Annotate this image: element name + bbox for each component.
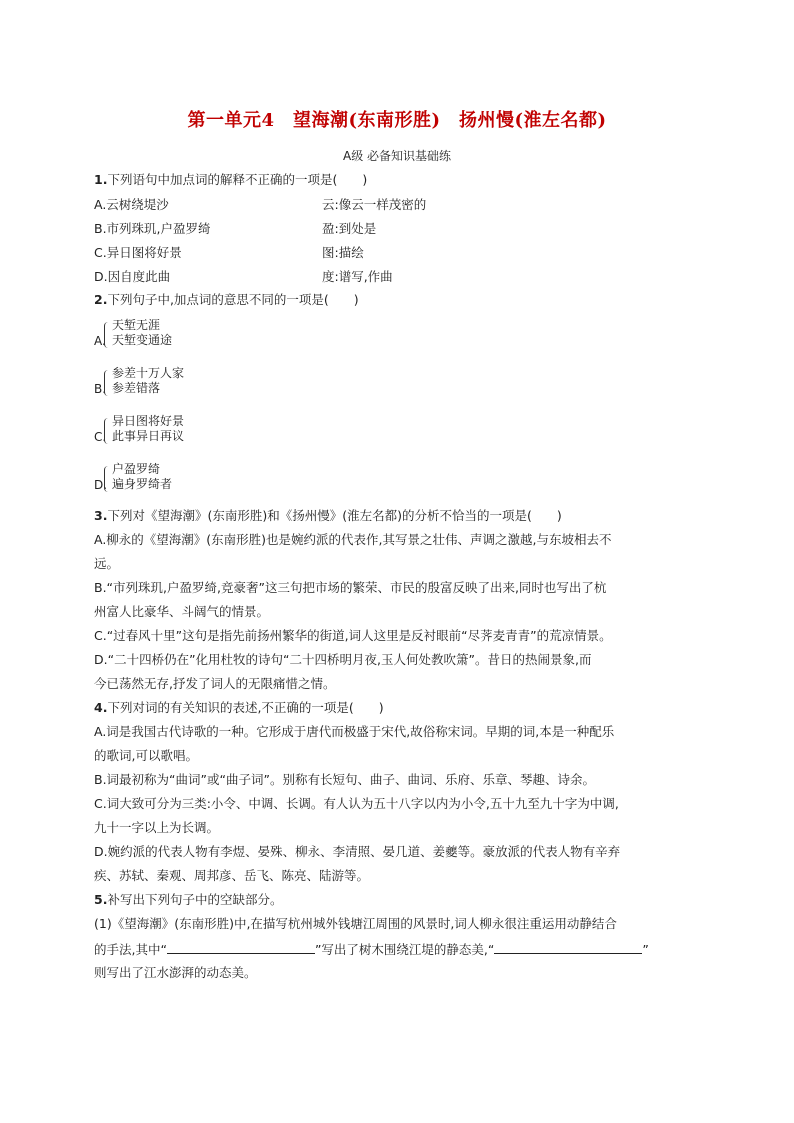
q1-option-d: D.因自度此曲 <box>94 269 171 284</box>
q1-option-a: A.云树绕堤沙 <box>94 197 169 212</box>
q1-stem: 1.下列语句中加点词的解释不正确的一项是( ) <box>94 172 368 187</box>
q5-line: (1)《望海潮》(东南形胜)中,在描写杭州城外钱塘江周围的风景时,词人柳永很注重运用动静结合 <box>94 916 617 931</box>
answer-blank-2[interactable] <box>494 941 642 954</box>
q3-line: 远。 <box>94 556 120 571</box>
q2-option-c-bottom: 此事异日再议 <box>112 429 185 443</box>
q3-line: B.“市列珠玑,户盈罗绮,竞豪奢”这三句把市场的繁荣、市民的殷富反映了出来,同时也写出了杭 <box>94 580 607 595</box>
q3-line: 今已荡然无存,抒发了词人的无限痛惜之情。 <box>94 676 336 691</box>
q4-line: B.词最初称为“曲词”或“曲子词”。别称有长短句、曲子、曲词、乐府、乐章、琴趣、诗余。 <box>94 772 595 787</box>
q5-stem: 5.补写出下列句子中的空缺部分。 <box>94 892 283 907</box>
q2-option-d-top: 户盈罗绮 <box>112 462 161 476</box>
q2-option-a-bottom: 天堑变通途 <box>112 333 173 347</box>
q4-line: 九十一字以上为长调。 <box>94 820 220 835</box>
q3-stem: 3.下列对《望海潮》(东南形胜)和《扬州慢》(淮左名都)的分析不恰当的一项是( ) <box>94 508 562 523</box>
q2-stem: 2.下列句子中,加点词的意思不同的一项是( ) <box>94 292 359 307</box>
page-title: 第一单元4 望海潮(东南形胜) 扬州慢(淮左名都) <box>187 110 607 131</box>
q2-option-b-bottom: 参差错落 <box>112 381 161 395</box>
brace-icon <box>104 370 110 396</box>
brace-icon <box>104 466 110 492</box>
q2-option-a-label: A. <box>94 334 106 348</box>
q5-line-with-blanks: 的手法,其中“ ”写出了树木围绕江堤的静态美,“ ” <box>94 942 649 957</box>
section-subtitle: A级 必备知识基础练 <box>342 149 452 163</box>
q2-option-b-top: 参差十万人家 <box>112 366 185 380</box>
brace-icon <box>104 418 110 444</box>
q4-line: C.词大致可分为三类:小令、中调、长调。有人认为五十八字以内为小令,五十九至九十字为中调, <box>94 796 619 811</box>
q1-option-b-explanation: 盈:到处是 <box>322 221 377 236</box>
q2-option-b-label: B. <box>94 382 107 396</box>
q1-option-c: C.异日图将好景 <box>94 245 182 260</box>
q3-line: D.“二十四桥仍在”化用杜牧的诗句“二十四桥明月夜,玉人何处教吹箫”。昔日的热闹景象,而 <box>94 652 592 667</box>
answer-blank-1[interactable] <box>167 941 315 954</box>
q2-option-c-top: 异日图将好景 <box>112 414 185 428</box>
q4-line: D.婉约派的代表人物有李煜、晏殊、柳永、李清照、晏几道、姜夔等。豪放派的代表人物有辛弃 <box>94 844 621 859</box>
q2-option-d-label: D. <box>94 478 108 492</box>
q5-line: 则写出了江水澎湃的动态美。 <box>94 965 257 980</box>
q1-option-a-explanation: 云:像云一样茂密的 <box>322 197 427 212</box>
q2-option-c-label: C. <box>94 430 107 444</box>
brace-icon <box>104 322 110 348</box>
q2-option-a-top: 天堑无涯 <box>112 318 161 332</box>
q1-option-d-explanation: 度:谱写,作曲 <box>322 269 393 284</box>
q2-option-d-bottom: 遍身罗绮者 <box>112 477 173 491</box>
q4-line: 疾、苏轼、秦观、周邦彦、岳飞、陈亮、陆游等。 <box>94 868 370 883</box>
q1-option-c-explanation: 图:描绘 <box>322 245 364 260</box>
q3-line: A.柳永的《望海潮》(东南形胜)也是婉约派的代表作,其写景之壮伟、声调之激越,与东坡相去不 <box>94 532 612 547</box>
q4-line: A.词是我国古代诗歌的一种。它形成于唐代而极盛于宋代,故俗称宋词。早期的词,本是一种配乐 <box>94 724 615 739</box>
q3-line: C.“过春风十里”这句是指先前扬州繁华的街道,词人这里是反衬眼前“尽荠麦青青”的荒凉情景。 <box>94 628 612 643</box>
q4-stem: 4.下列对词的有关知识的表述,不正确的一项是( ) <box>94 700 384 715</box>
q1-option-b: B.市列珠玑,户盈罗绮 <box>94 221 211 236</box>
q4-line: 的歌词,可以歌唱。 <box>94 748 198 763</box>
q3-line: 州富人比豪华、斗阔气的情景。 <box>94 604 270 619</box>
